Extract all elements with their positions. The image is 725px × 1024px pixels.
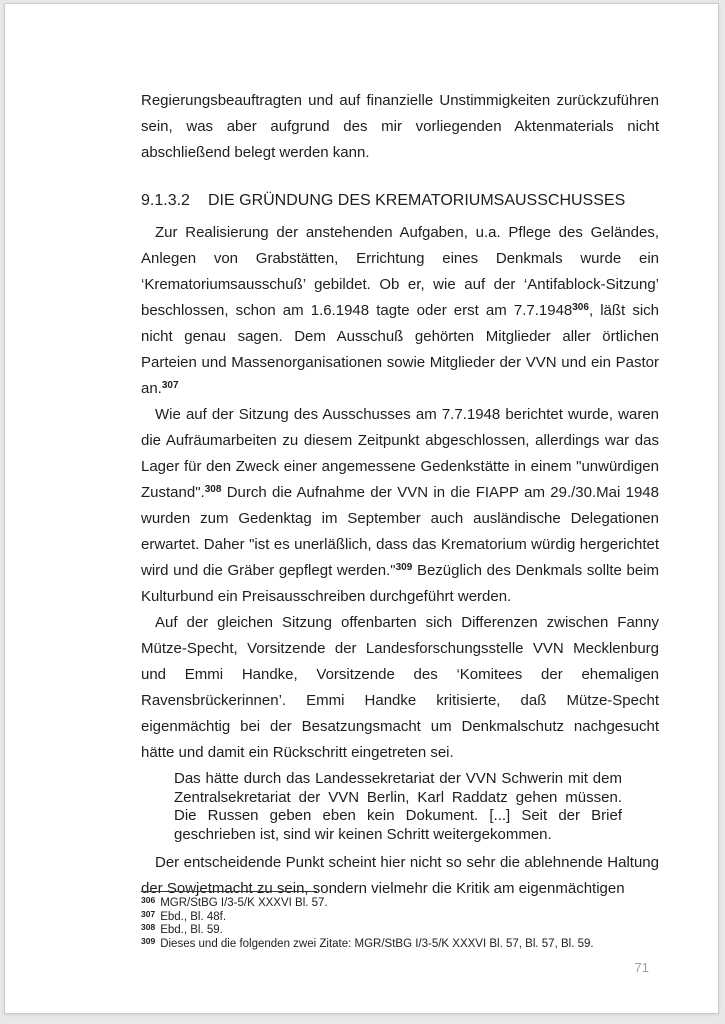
closing-paragraph: Der entscheidende Punkt scheint hier nicht so sehr die ablehnende Haltung der Sowjetmacht zu sein, sondern vielmehr die Kritik am eigenmächtigen [141,854,659,897]
footnote-text: Ebd., Bl. 59. [160,924,223,936]
page-number: 71 [634,960,649,975]
footnote-309 [141,935,661,952]
footnote-reference: 308 [204,484,222,495]
document-page [4,3,719,1014]
footnote-308 [141,924,661,938]
footnotes-section [141,891,661,951]
section-heading-title: DIE GRÜNDUNG DES KREMATORIUMSAUSSCHUSSES [208,192,626,209]
footnote-number: 308 [141,922,156,932]
page-content [141,88,659,902]
body-paragraph-1: Zur Realisierung der anstehenden Aufgaben, u.a. Pflege des Geländes, Anlegen von Grabstätten, Errichtung eines Denkmals wurde ein ‘Krematoriumsausschuß’ gebildet. Ob er, wie auf der ‘Antifablock-Sitzung’ beschlossen, schon am 1.6.1948 tagte oder erst am 7.7.1948$^{306}$, läßt sich nicht genau sagen. Dem Ausschuß gehörten Mitglieder aller örtlichen Parteien und Massenorganisationen sowie Mitglieder der VVN und ein Pastor an.$^{307}$ [141,224,659,397]
footnote-reference: 306 [572,302,589,313]
footnote-reference: 309 [395,562,413,573]
footnote-text: Dieses und die folgenden zwei Zitate: MGR/StBG I/3-5/K XXXVI Bl. 57, Bl. 57, Bl. 59. [160,937,594,950]
footnote-number: 309 [141,935,156,946]
footnote-text: MGR/StBG I/3-5/K XXXVI Bl. 57. [160,897,328,909]
body-paragraph-2: Wie auf der Sitzung des Ausschusses am 7.7.1948 berichtet wurde, waren die Aufräumarbeiten zu diesem Zeitpunkt abgeschlossen, allerdings war das Lager für den Zweck einer angemessene Gedenkstätte in einem "unwürdigen Zustand".$^{308}$ Durch die Aufnahme der VVN in die FIAPP am 29./30.Mai 1948 wurden zum Gedenktag im September auch ausländische Delegationen erwartet. Daher "ist es unerläßlich, dass das Krematorium würdig hergerichtet wird und die Gräber gepflegt werden."$^{309}$ Bezüglich des Denkmals sollte beim Kulturbund ein Preisausschreiben durchgeführt werden. [141,406,660,605]
footnote-number: 307 [141,908,156,919]
footnote-separator-rule [141,891,317,892]
section-heading [141,188,659,214]
footnote-306 [141,897,661,911]
footnote-text: Ebd., Bl. 48f. [160,910,227,923]
body-paragraph-3: Auf der gleichen Sitzung offenbarten sich Differenzen zwischen Fanny Mütze-Specht, Vorsitzende der Landesforschungsstelle VVN Mecklenburg und Emmi Handke, Vorsitzende des ‘Komitees der ehemaligen Ravensbrückerinnen’. Emmi Handke kritisierte, daß Mütze-Specht eigenmächtig bei der Besatzungsmacht um Denkmalschutz nachgesucht hätte und damit ein Rückschritt eingetreten sei. [141,614,659,761]
footnote-reference: 307 [161,380,179,391]
footnote-number: 306 [141,895,156,905]
footnote-307 [141,908,661,925]
section-heading-number: 9.1.3.2 [141,192,190,209]
intro-paragraph: Regierungsbeauftragten und auf finanzielle Unstimmigkeiten zurückzuführen sein, was aber aufgrund des mir vorliegenden Aktenmaterials nicht abschließend belegt werden kann. [141,92,659,161]
block-quote: Das hätte durch das Landessekretariat der VVN Schwerin mit dem Zentralsekretariat der VVN Berlin, Karl Raddatz gehen müssen. Die Russen geben eben kein Dokument. [...] Seit der Brief geschrieben ist, sind wir keinen Schritt weitergekommen. [174,770,622,843]
